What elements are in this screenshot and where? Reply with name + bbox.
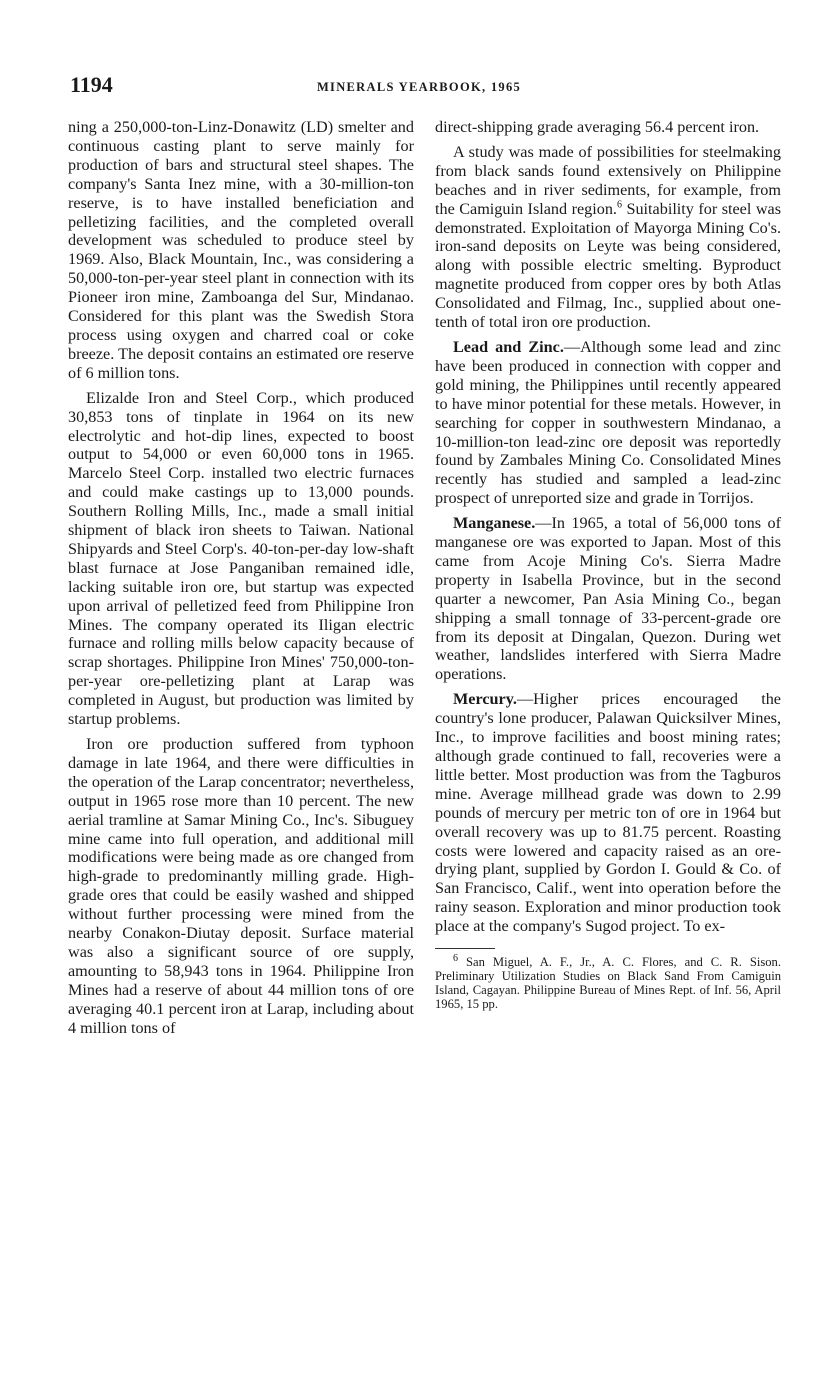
paragraph: direct-shipping grade averaging 56.4 percent iron. <box>435 118 760 136</box>
section-mercury <box>435 690 781 936</box>
running-title: MINERALS YEARBOOK, 1965 <box>316 80 522 94</box>
paragraph-text: Suitability for steel was demonstrated. Exploitation of Mayorga Mining Co's. iron-sand deposits on Leyte was being considered, along with possible electric smelting. Byproduct magnetite produced from copper ores by both Atlas Consolidated and Filmag, Inc., supplied about one-tenth of total iron ore production. <box>435 199 781 332</box>
paragraph-text: —In 1965, a total of 56,000 tons of manganese ore was exported to Japan. Most of this came from Acoje Mining Co's. Sierra Madre property in Isabella Province, but in the second quarter a newcomer, Pan Asia Mining Co., began shipping a small tonnage of 33-percent-grade ore from its deposit at Dingalan, Quezon. During wet weather, landslides interfered with Sierra Madre operations. <box>435 514 781 684</box>
paragraph: Elizalde Iron and Steel Corp., which produced 30,853 tons of tinplate in 1964 on its new electrolytic and hot-dip lines, expected to boost output to 54,000 or even 60,000 tons in 1965. Marcelo Steel Corp. installed two electric furnaces and could make castings up to 13,000 pounds. Southern Rolling Mills, Inc., made a small initial shipment of black iron sheets to Taiwan. National Shipyards and Steel Corp's. 40-ton-per-day low-shaft blast furnace at Jose Panganiban remained idle, lacking suitable iron ore, but startup was expected upon arrival of pelletized feed from Philippine Iron Mines. The company operated its Iligan electric furnace and rolling mills below capacity because of scrap shortages. Philippine Iron Mines' 750,000-ton-per-year ore-pelletizing plant at Larap was completed in August, but production was limited by startup problems. <box>68 388 414 729</box>
section-lead-zinc <box>435 338 781 508</box>
footnote-reference: 6 <box>616 199 622 211</box>
section-heading: Manganese. <box>453 514 536 533</box>
paragraph: ning a 250,000-ton-Linz-Donawitz (LD) smelter and continuous casting plant to serve mainly for production of bars and structural steel shapes. The company's Santa Inez mine, with a 30-million-ton reserve, is to have installed beneficiation and pelletizing facilities, and the completed overall development was scheduled to produce steel by 1969. Also, Black Mountain, Inc., was considering a 50,000-ton-per-year steel plant in connection with its Pioneer iron mine, Zamboanga del Sur, Mindanao. Considered for this plant was the Swedish Stora process using oxygen and charred coal or coke breeze. The deposit contains an estimated ore reserve of 6 million tons. <box>68 118 414 382</box>
section-heading: Mercury. <box>453 690 517 709</box>
section-heading: Lead and Zinc. <box>453 337 564 356</box>
right-column <box>435 118 781 1017</box>
footnote-text: San Miguel, A. F., Jr., A. C. Flores, and C. R. Sison. Preliminary Utilization Studies on Black Sand From Camiguin Island, Cagayan. Philippine Bureau of Mines Rept. of Inf. 56, April 1965, 15 pp. <box>435 955 781 1012</box>
section-manganese <box>435 514 781 684</box>
paragraph-text: —Although some lead and zinc have been produced in connection with copper and gold mining, the Philippines until recently appeared to have minor potential for these metals. However, in searching for copper in southwestern Mindanao, a 10-million-ton lead-zinc ore deposit was reportedly found by Zambales Mining Co. Consolidated Mines recently has studied and sampled a lead-zinc prospect of unreported size and grade in Torrijos. <box>435 337 781 508</box>
paragraph: Iron ore production suffered from typhoon damage in late 1964, and there were difficulties in the operation of the Larap concentrator; nevertheless, output in 1965 rose more than 10 percent. The new aerial tramline at Samar Mining Co., Inc's. Sibuguey mine came into full operation, and additional mill modifications were being made as ore changed from high-grade to predominantly milling grade. High-grade ores that could be easily washed and shipped without further processing were mined from the nearby Conakon-Diutay deposit. Surface material was also a significant source of ore supply, amounting to 58,943 tons in 1964. Philippine Iron Mines had a reserve of about 44 million tons of ore averaging 40.1 percent iron at Larap, including about 4 million tons of <box>68 735 414 1037</box>
left-column <box>68 118 414 1044</box>
footnote <box>435 952 781 1012</box>
page-number: 1194 <box>70 72 113 97</box>
paragraph-text: —Higher prices encouraged the country's lone producer, Palawan Quicksilver Mines, Inc., to improve facilities and boost mining rates; although grade continued to fall, recoveries were a little better. Most production was from the Tagburos mine. Average millhead grade was down to 2.99 pounds of mercury per metric ton of ore in 1964 but overall recovery was up to 81.75 percent. Roasting costs were lowered and capacity raised as an ore-drying plant, supplied by Gordon I. Gould & Co. of San Francisco, Calif., went into operation before the rainy season. Exploration and minor production took place at the company's Sugod project. To ex- <box>435 690 781 936</box>
paragraph-text: A study was made of possibilities for steelmaking from black sands found extensively on Philippine beaches and in river sediments, for example, from the Camiguin Island region. <box>435 142 781 218</box>
footnote-divider <box>435 948 495 949</box>
footnote-mark: 6 <box>453 952 458 964</box>
paragraph <box>435 143 781 332</box>
